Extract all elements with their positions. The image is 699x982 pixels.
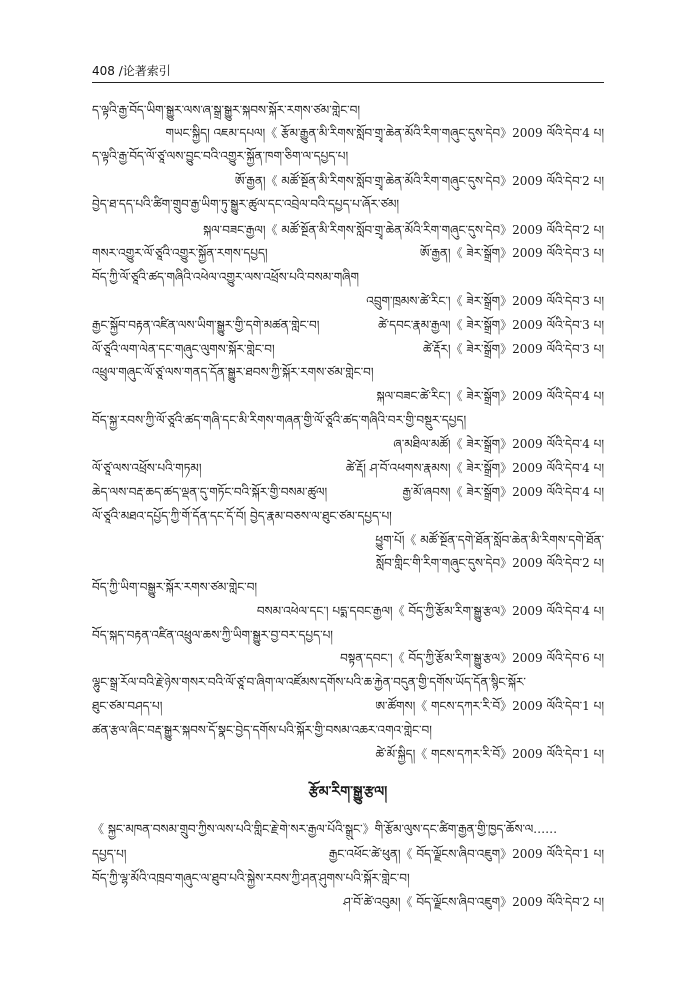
page-number-label: 408 /论著索引 (92, 64, 171, 78)
entry-citation: ཚེ་མོ་སྐྱིད།《 གངས་དཀར་རི་བོ》2009 ལོའི་དེབ་1 པ། (375, 747, 604, 761)
entry-citation: ཚེ་དབང་རྣམ་རྒྱལ།《 ཟེར་སྒྲོག》2009 ལོའི་དེབ་3 པ། (378, 318, 604, 332)
page-header (92, 60, 604, 84)
entry-title: ད་ལྟའི་རྒྱ་བོད་ལོ་ཙཱ་ལས་བྱུང་བའི་འགྱུར་སྐྱོན་ཁག་ཅིག་ལ་དཔྱད་པ། (92, 149, 349, 163)
entry-citation: ཤ་བོ་ཚེ་འབུམ།《 བོད་ལྗོངས་ཞིབ་འཇུག》2009 ལོའི་དེབ་2 པ། (343, 895, 604, 909)
entry-citation: བསམ་འཕེལ་དང་། པདྨ་དབང་རྒྱལ།《 བོད་ཀྱི་རྩོམ་རིག་སྒྱུ་རྩལ》2009 ལོའི་དེབ་4 པ། (256, 604, 604, 618)
entry-citation: བསྟན་དབང་།《 བོད་ཀྱི་རྩོམ་རིག་སྒྱུ་རྩལ》2009 ལོའི་དེབ་6 པ། (340, 651, 604, 665)
entry-title: བྱེད་ཐ་དད་པའི་ཚིག་གྲུབ་རྒྱ་ཡིག་ཏུ་སྒྱུར་ཚུལ་དང་འབྲེལ་བའི་དཔྱད་པ་ཞོར་ཙམ། (92, 197, 400, 211)
entry-title: བོད་ཀྱི་ཡིག་བསྒྱུར་སྐོར་རགས་ཙམ་གླེང་བ། (92, 580, 258, 594)
entry-title: ཆེད་ལས་བརྡ་ཆད་ཚད་ལྡན་དུ་གཏོང་བའི་སྐོར་གྱི་བསམ་ཚུལ། (92, 485, 328, 499)
entry-citation: སྐལ་བཟང་ཚེ་རིང་།《 ཟེར་སྒྲོག》2009 ལོའི་དེབ་4 པ། (376, 389, 604, 403)
entry-citation: སྐལ་བཟང་རྒྱལ།《 མཚོ་སྔོན་མི་རིགས་སློབ་གྲྭ་ཆེན་མོའི་རིག་གཞུང་དུས་དེབ》2009 ལོའི་དེབ་2 པ། (203, 223, 604, 237)
entry-title: གསར་འགྱུར་ལོ་ཙཱའི་འགྱུར་སྐྱོན་རགས་དཔྱད། (92, 246, 268, 260)
entry-title: ལྷུང་སྒྲ་རོལ་བའི་རྗེ་ཉེས་གསར་བའི་ལོ་ཙཱ་བ་ཞིག་ལ་འཛོམས་དགོས་པའི་ཆ་རྐྱེན་བདུན་གྱི་དགོས་ཡོད་དོན་སྙིང་སྐོར་ (92, 675, 526, 689)
entry-citation: འབྲུག་ཁྲམས་ཚེ་རིང་།《 ཟེར་སྒྲོག》2009 ལོའི་དེབ་3 པ། (366, 294, 604, 308)
entry-title: ཐུང་ཙམ་བཤད་པ། (92, 699, 163, 713)
section-heading: རྩོམ་རིག་སྒྱུ་རྩལ། (308, 784, 388, 800)
entry-title: རྒྱང་སྐྱོབ་བརྟན་འཛིན་ལས་ཡིག་སྒྱུར་གྱི་དགེ་མཚན་གླེང་བ། (92, 318, 320, 332)
header-rule (92, 82, 604, 83)
entry-citation: རྒྱ་མོ་ཞབས།《 ཟེར་སྒྲོག》2009 ལོའི་དེབ་4 པ། (402, 485, 604, 499)
entry-citation: ཨ་ཚོགས།《 གངས་དཀར་རི་བོ》2009 ལོའི་དེབ་1 པ། (375, 699, 604, 713)
entry-title: བོད་སྐད་བརྟན་འཛིན་འཕྲུལ་ཆས་ཀྱི་ཡིག་སྒྱུར་བྱ་བར་དཔྱད་པ། (92, 628, 333, 642)
entry-title: དཔྱད་པ། (92, 847, 127, 861)
entry-title: བོད་ཀྱི་ལྷ་མོའི་འཁྲབ་གཞུང་ལ་ཐུབ་པའི་སྐྱེས་རབས་ཀྱི་ཤན་ཤུགས་པའི་སྐོར་གླེང་བ། (92, 871, 410, 885)
entry-citation: ཞ་མཐིལ་མཚོ།《 ཟེར་སྒྲོག》2009 ལོའི་དེབ་4 པ། (393, 437, 604, 451)
entry-citation: ཕྱུག་པོ།《 མཚོ་སྔོན་དགེ་ཐོན་སློབ་ཆེན་མི་རིགས་དགེ་ཐོན་ (375, 533, 604, 547)
entry-title: ད་ལྟའི་རྒྱ་བོད་ཡིག་སྒྱུར་ལས་ཞ་སྒྲ་སྒྱུར་སྐབས་སྐོར་རགས་ཙམ་གླེང་བ། (92, 103, 360, 117)
entry-citation: ཨོ་རྒྱན།《 ཟེར་སྒྲོག》2009 ལོའི་དེབ་3 པ། (419, 246, 604, 260)
entry-citation: ཚེ་རྡོར།《 ཟེར་སྒྲོག》2009 ལོའི་དེབ་3 པ། (423, 342, 604, 356)
entry-citation: ཨོ་རྒྱན།《 མཚོ་སྔོན་མི་རིགས་སློབ་གྲྭ་ཆེན་མོའི་རིག་གཞུང་དུས་དེབ》2009 ལོའི་དེབ་2 པ། (234, 174, 604, 188)
entry-citation: སློབ་གླིང་གི་རིག་གཞུང་དུས་དེབ》2009 ལོའི་དེབ་2 པ། (376, 556, 604, 570)
entry-citation: རྒྱང་འཕོང་ཚེ་ཕུན།《 བོད་ལྗོངས་ཞིབ་འཇུག》2009 ལོའི་དེབ་1 པ། (328, 847, 604, 861)
entry-citation: ཚེ་རྡོ། ཤ་བོ་འཕགས་རྣམས།《 ཟེར་སྒྲོག》2009 ལོའི་དེབ་4 པ། (345, 461, 604, 475)
entry-title: བོད་སྐྱ་རབས་ཀྱི་ལོ་ཙཱའི་ཚད་གཞི་དང་མི་རིགས་གཞན་གྱི་ལོ་ཙཱའི་ཚད་གཞིའི་བར་གྱི་བསྡུར་དཔྱད། (92, 413, 467, 427)
entry-title: ལོ་ཙཱའི་ལག་ལེན་དང་གཞུང་ལུགས་སྐོར་གླེང་བ། (92, 342, 275, 356)
entry-title: ལོ་ཙཱ་ལས་འཕྲོས་པའི་གཏམ། (92, 461, 202, 475)
entry-citation: གཡང་སྐྱིད། འཇམ་དཔལ།《 རྩོམ་རྒྱུན་མི་རིགས་སློབ་གྲྭ་ཆེན་མོའི་རིག་གཞུང་དུས་དེབ》2009 ལོའི་དེབ་4 པ། (165, 126, 604, 140)
entry-title: འཕྲུལ་གཞུང་ལོ་ཙཱ་ལས་གནད་དོན་སྒྱུར་ཐབས་ཀྱི་སྐོར་རགས་ཙམ་གླེང་བ། (92, 365, 374, 379)
entry-title: 《 སྐྱང་མཁན་བསམ་གྲུབ་ཀྱིས་ལས་པའི་གླིང་རྗེ་གེ་སར་རྒྱལ་པོའི་སྒྲུང་》གི་རྩོམ་ལུས་དང་ཚིག་རྒྱན་གྱི་ཁྱད་ཆོས་ལ…… (92, 822, 558, 836)
entry-title: བོད་ཀྱི་ལོ་ཙཱའི་ཚད་གཞིའི་འཕེལ་འགྱུར་ལས་འཕྲོས་པའི་བསམ་གཞིག (92, 270, 359, 284)
entry-title: ཚན་རྩལ་ཞིང་བརྡ་སྒྱུར་སྐབས་དོ་སྣང་བྱེད་དགོས་པའི་སྐོར་གྱི་བསམ་འཆར་འགའ་གླེང་བ། (92, 723, 432, 737)
entry-title: ལོ་ཙཱའི་མཐའ་དཔྱོད་ཀྱི་གོ་དོན་དང་དོ་བོ། བྱེད་རྣམ་བཅས་ལ་ཐུང་ཙམ་དཔྱད་པ། (92, 509, 392, 523)
